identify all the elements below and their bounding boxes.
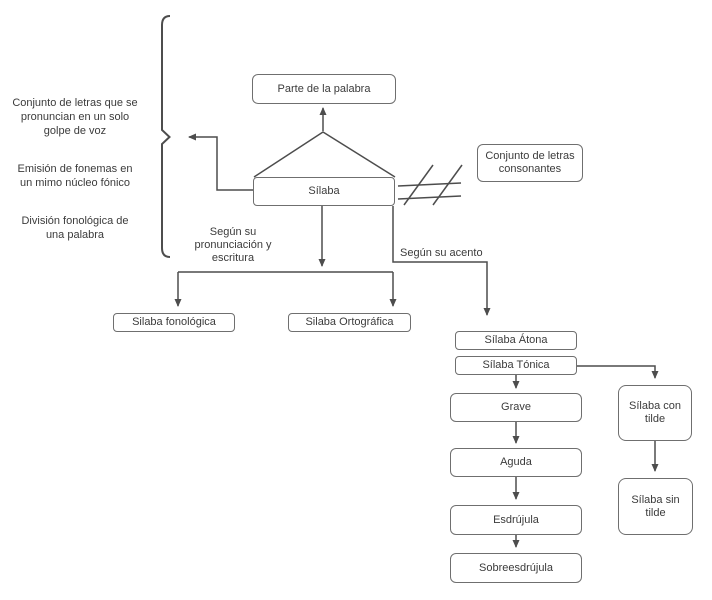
node-silaba-tonica: Sílaba Tónica: [455, 356, 577, 375]
node-parte-de-la-palabra: Parte de la palabra: [252, 74, 396, 104]
hash-crossed-lines-icon: [398, 165, 462, 205]
node-grave: Grave: [450, 393, 582, 422]
node-silaba-fonologica: Silaba fonológica: [113, 313, 235, 332]
node-aguda: Aguda: [450, 448, 582, 477]
node-silaba-atona: Sílaba Átona: [455, 331, 577, 350]
node-esdrujula: Esdrújula: [450, 505, 582, 535]
node-silaba-con-tilde: Sílaba con tilde: [618, 385, 692, 441]
node-silaba-ortografica: Silaba Ortográfica: [288, 313, 411, 332]
definition-note-1: Conjunto de letras que se pronuncian en un solo golpe de voz: [12, 97, 138, 137]
triangle-silaba-roof: [254, 132, 395, 177]
brace-left-definitions: [162, 16, 170, 257]
edge-label-segun-acento: Según su acento: [400, 247, 483, 259]
node-sobreesdrujula: Sobreesdrújula: [450, 553, 582, 583]
edge-tonica-to-con-tilde: [577, 366, 655, 378]
node-silaba: Sílaba: [253, 177, 395, 206]
node-silaba-sin-tilde: Sílaba sin tilde: [618, 478, 693, 535]
definition-note-3: División fonológica de una palabra: [21, 215, 129, 241]
node-conjunto-letras-consonantes: Conjunto de letras consonantes: [477, 144, 583, 182]
definition-note-2: Emisión de fonemas en un mimo núcleo fónico: [17, 163, 133, 189]
edge-segun-acento: [393, 206, 487, 315]
edge-label-segun-pronunciacion: Según su pronunciación y escritura: [194, 226, 272, 264]
edge-silaba-to-definitions: [189, 137, 253, 190]
